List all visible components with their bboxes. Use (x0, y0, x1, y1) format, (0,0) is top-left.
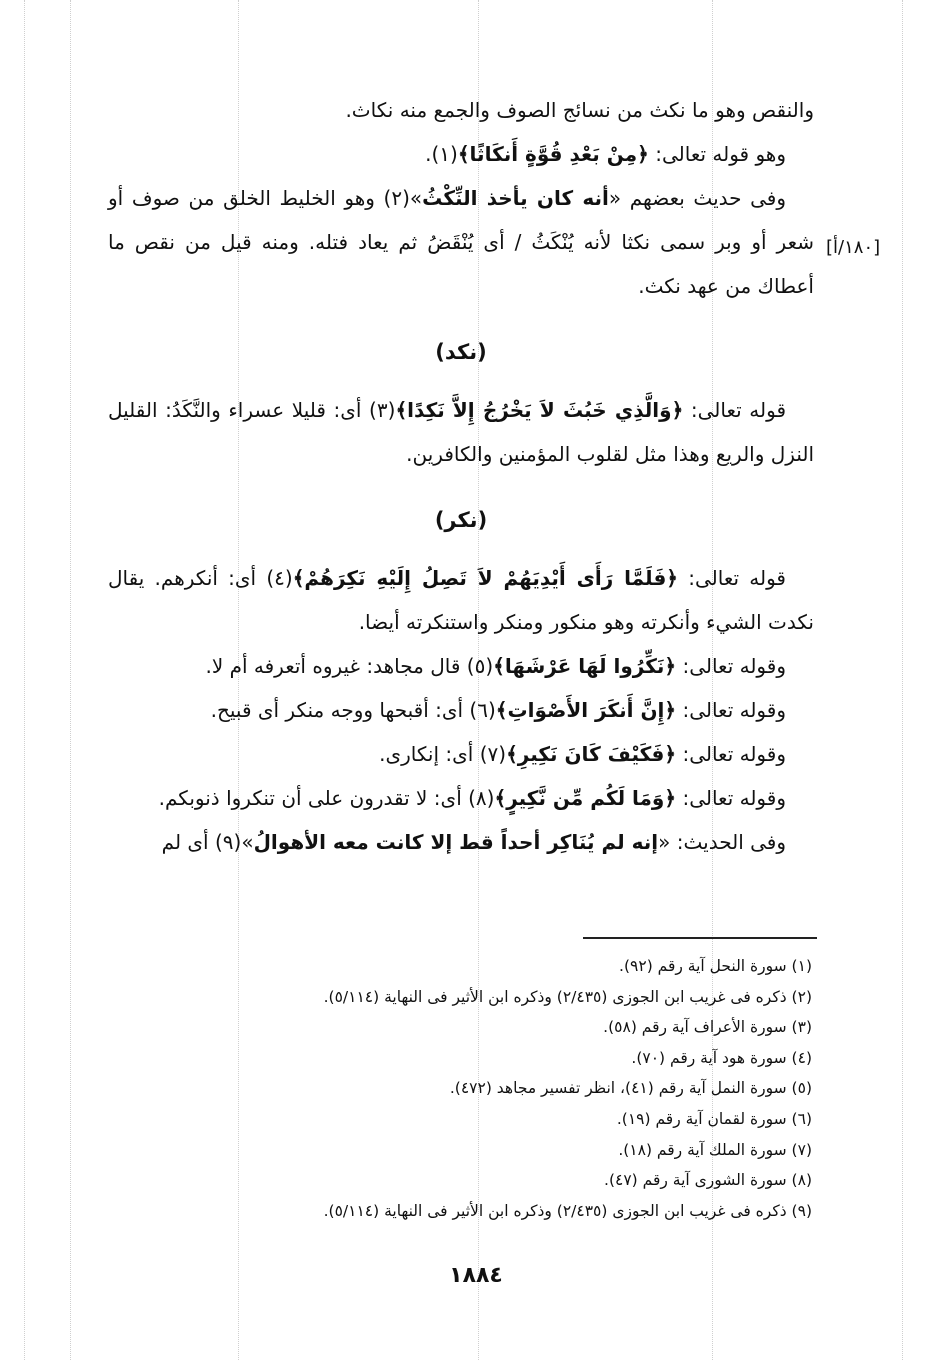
text: (٥) قال مجاهد: غيروه أتعرفه أم لا. (205, 654, 494, 678)
footnote: (٣) سورة الأعراف آية رقم (٥٨). (603, 1018, 812, 1037)
text: وقوله تعالى: (676, 742, 786, 766)
footnote: (٢) ذكره فى غريب ابن الجوزى (٢/٤٣٥) وذكره ابن الأثير فى النهاية (٥/١١٤). (323, 987, 812, 1006)
quran-verse: ﴿فَلَمَّا رَأَى أَيْدِيَهُمْ لاَ تَصِلُ إِلَيْهِ نَكِرَهُمْ﴾ (292, 566, 679, 590)
text: قوله تعالى: (683, 398, 787, 422)
text: وفى الحديث: « (658, 830, 786, 854)
main-text (108, 88, 814, 864)
text: (٦) أى: أقبحها ووجه منكر أى قبيح. (210, 698, 496, 722)
footnote: (١) سورة النحل آية رقم (٩٢). (619, 957, 812, 975)
text: »(٢) وهو الخليط الخلق من صوف أو شعر أو وبر سمى نكثا لأنه يُنْكَثُ / أى يُنْقَضُ ثم يعاد فتله. ومنه قيل من نقص ما أعطاك من عهد نكث. (108, 186, 814, 298)
paragraph (108, 688, 814, 732)
paragraph (108, 820, 814, 864)
text: (٤) أى: أنكرهم. يقال نكدت الشيء وأنكرته وهو منكور ومنكر واستنكرته أيضا. (108, 566, 814, 634)
scan-line (902, 0, 903, 1360)
quran-verse: ﴿إِنَّ أَنكَرَ الأَصْوَاتِ﴾ (495, 698, 677, 722)
footnote: (٧) سورة الملك آية رقم (١٨). (618, 1140, 812, 1159)
quran-verse: ﴿نَكِّرُوا لَهَا عَرْشَهَا﴾ (493, 654, 677, 678)
text: وقوله تعالى: (676, 786, 786, 810)
quran-verse: ﴿وَالَّذِي خَبُثَ لاَ يَخْرُجُ إِلاَّ نَكِدًا﴾ (395, 398, 684, 422)
text: والنقص وهو ما نكث من نسائج الصوف والجمع منه نكاث. (345, 98, 814, 122)
text: (٣) أى: قليلا عسراء والنَّكَدُ: القليل النزل والريع وهذا مثل لقلوب المؤمنين والكافرين. (108, 398, 814, 466)
footnote: (٦) سورة لقمان آية رقم (١٩). (616, 1109, 812, 1128)
text: وهو قوله تعالى: (648, 142, 786, 166)
text: »(٩) أى لم (161, 830, 254, 854)
margin-reference: [١٨٠/أ] (826, 237, 881, 258)
paragraph (108, 176, 814, 308)
hadith-quote: أنه كان يأخذ النِّكْثُ (422, 186, 609, 210)
scan-line (70, 0, 71, 1360)
text: وفى حديث بعضهم « (608, 186, 787, 210)
paragraph (108, 776, 814, 820)
section-heading: (نكد) (435, 340, 487, 364)
page-number: ١٨٨٤ (449, 1263, 503, 1288)
footnote: (٤) سورة هود آية رقم (٧٠). (631, 1048, 812, 1067)
section-heading: (نكر) (434, 508, 488, 532)
paragraph (108, 732, 814, 776)
paragraph (108, 88, 814, 132)
footnote: (٨) سورة الشورى آية رقم (٤٧). (604, 1171, 812, 1190)
text: قوله تعالى: (678, 566, 786, 590)
text: وقوله تعالى: (676, 654, 786, 678)
footnote: (٥) سورة النمل آية رقم (٤١)، انظر تفسير مجاهد (٤٧٢). (449, 1079, 812, 1098)
text: وقوله تعالى: (676, 698, 786, 722)
paragraph (108, 556, 814, 644)
paragraph (108, 388, 814, 476)
quran-verse: ﴿فَكَيْفَ كَانَ نَكِيرِ﴾ (506, 742, 677, 766)
footnotes (140, 951, 812, 1226)
quran-verse: ﴿وَمَا لَكُم مِّن نَّكِيرٍ﴾ (494, 786, 677, 810)
text: (٧) أى: إنكارى. (379, 742, 507, 766)
footnote-divider (583, 937, 817, 939)
scan-line (24, 0, 25, 1360)
footnote-ref: (١). (425, 142, 458, 166)
footnote: (٩) ذكره فى غريب ابن الجوزى (٢/٤٣٥) وذكره ابن الأثير فى النهاية (٥/١١٤). (323, 1201, 812, 1220)
hadith-quote: إنه لم يُنَاكِر أحداً قط إلا كانت معه الأهوالُ (253, 830, 659, 854)
quran-verse: ﴿مِنْ بَعْدِ قُوَّةٍ أَنكَاثًا﴾ (457, 142, 649, 166)
text: (٨) أى: لا تقدرون على أن تنكروا ذنوبكم. (158, 786, 495, 810)
paragraph (108, 644, 814, 688)
paragraph (108, 132, 814, 176)
